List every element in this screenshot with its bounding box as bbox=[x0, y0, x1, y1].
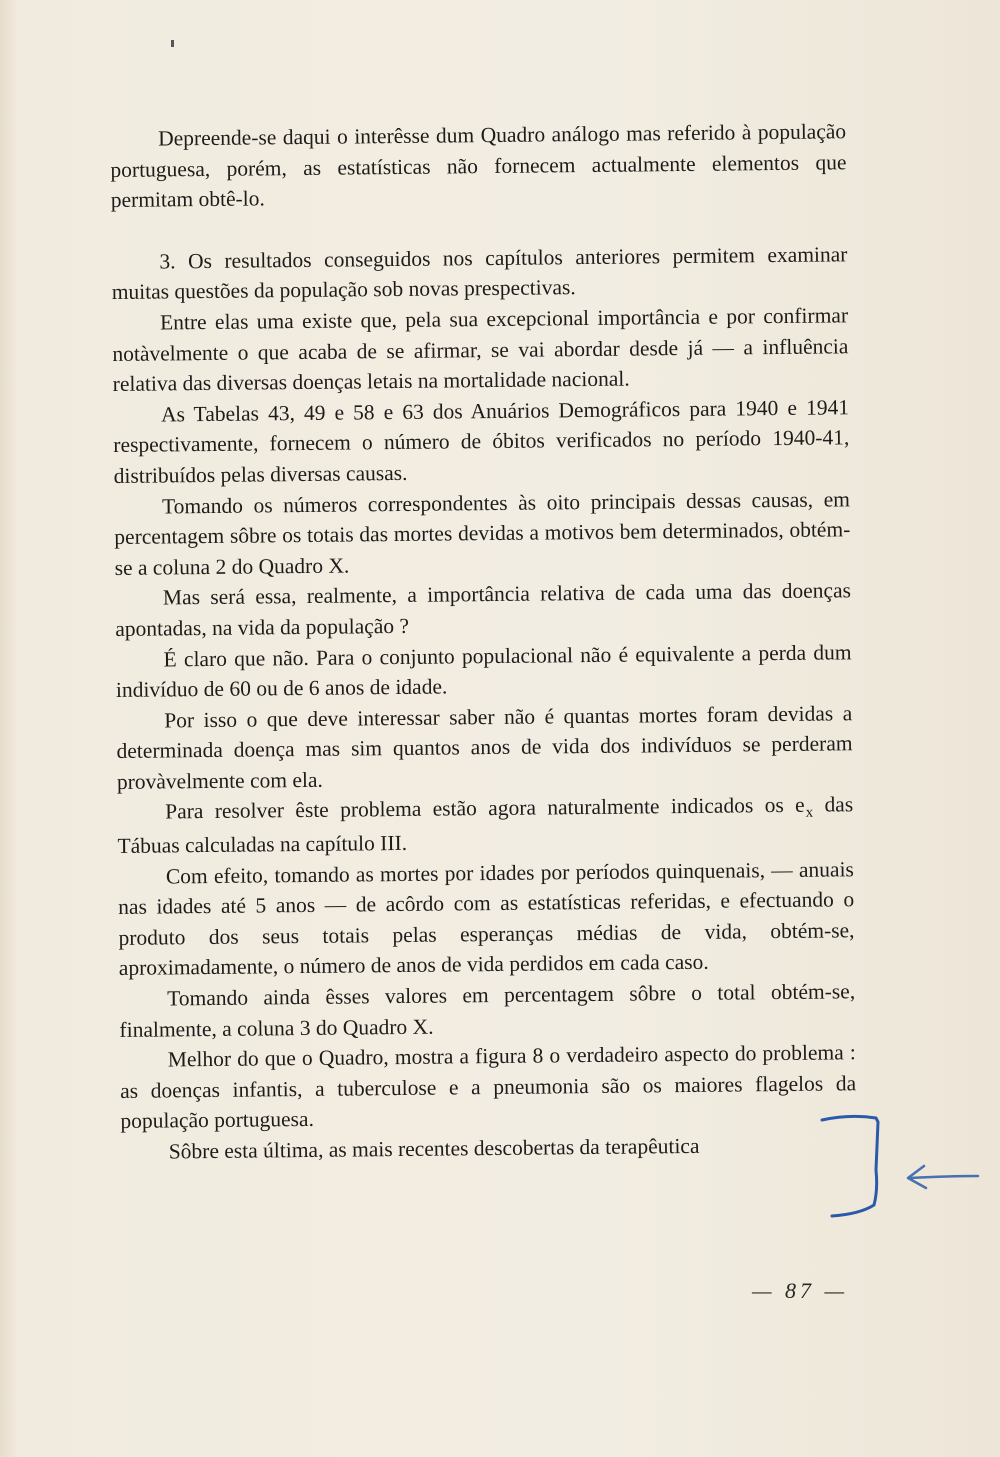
paragraph-8: Por isso o que deve interessar saber não é quantas mortes foram devidas a determinada doença mas sim quantos anos de vida dos indivíduos se perderam provàvelmente com ela. bbox=[116, 700, 853, 794]
arrow-left-icon bbox=[908, 1166, 978, 1188]
paragraph-1: Depreende-se daqui o interêsse dum Quadro análogo mas referido à população portuguesa, porém, as estatísticas não fornecem actualmente elementos que permitam obtê-lo. bbox=[110, 119, 847, 213]
print-mark bbox=[171, 40, 174, 47]
paragraph-9 bbox=[117, 790, 854, 862]
paragraph-7: É claro que não. Para o conjunto populacional não é equivalente a perda dum indivíduo de 60 ou de 6 anos de idade. bbox=[115, 639, 852, 703]
handwritten-bracket-annotation bbox=[820, 1110, 990, 1230]
paragraph-10: Com efeito, tomando as mortes por idades por períodos quinquenais, — anuais nas idades até 5 anos — de acôrdo com as estatísticas referidas, e efectuando o produto dos seus totais pelas esperanças médias de vida, obtém-se, aproximadamente, o número de anos de vida perdidos em cada caso. bbox=[118, 856, 855, 981]
paragraph-6: Mas será essa, realmente, a importância relativa de cada uma das doenças apontadas, na vida da população ? bbox=[115, 578, 852, 641]
paragraph-11: Tomando ainda êsses valores em percentagem sôbre o total obtém-se, finalmente, a coluna 3 do Quadro X. bbox=[119, 979, 856, 1042]
ex-subscript: x bbox=[805, 805, 814, 822]
paragraph-9-before: Para resolver êste problema estão agora naturalmente indicados os bbox=[165, 793, 796, 824]
paragraph-3: Entre elas uma existe que, pela sua excepcional importância e por confirmar notàvelmente o que acaba de se afirmar, se vai abordar desde já — a influência relativa das diversas doenças letais na mortalidade nacional. bbox=[112, 303, 849, 397]
bracket-mark bbox=[822, 1116, 878, 1216]
body-text bbox=[110, 116, 857, 1167]
page-number: — 87 — bbox=[752, 1278, 849, 1303]
paragraph-12: Melhor do que o Quadro, mostra a figura 8 o verdadeiro aspecto do problema : as doenças infantis, a tuberculose e a pneumonia são os maiores flagelos da população portuguesa. bbox=[119, 1040, 857, 1134]
ex-symbol: e bbox=[794, 793, 805, 818]
paragraph-2: 3. Os resultados conseguidos nos capítulos anteriores permitem examinar muitas questões da população sob novas prespectivas. bbox=[111, 242, 848, 305]
paragraph-5: Tomando os números correspondentes às oito principais dessas causas, em percentagem sôbre os totais das mortes devidas a motivos bem determinados, obtém-se a coluna 2 do Quadro X. bbox=[114, 486, 851, 580]
paragraph-13: Sôbre esta última, as mais recentes descobertas da terapêutica bbox=[168, 1133, 700, 1164]
paragraph-9-after: das Tábuas calculadas na capítulo III. bbox=[117, 792, 854, 859]
paragraph-4: As Tabelas 43, 49 e 58 e 63 dos Anuários Demográficos para 1940 e 1941 respectivamente, fornecem o número de óbitos verificados no período 1940-41, distribuídos pelas diversas causas. bbox=[113, 395, 850, 488]
